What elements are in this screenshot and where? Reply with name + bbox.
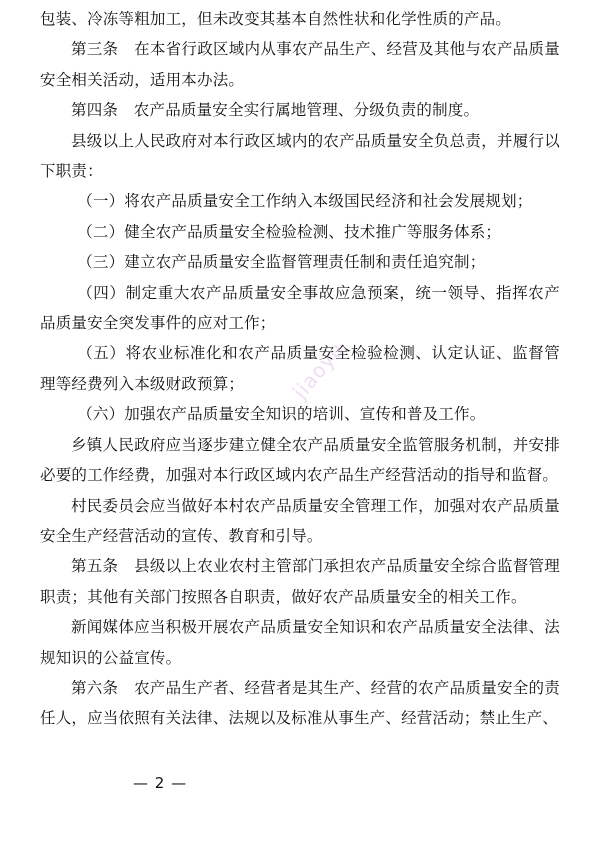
township-government-paragraph: 乡镇人民政府应当逐步建立健全农产品质量安全监管服务机制，并安排必要的工作经费，加强对本行政区域内农产品生产经营活动的指导和监督。 [40,435,560,485]
article-3: 第三条 在本省行政区域内从事农产品生产、经营及其他与农产品质量安全相关活动，适用本办法。 [40,40,560,89]
page-number: — 2 — [133,774,188,792]
article-4: 第四条 农产品质量安全实行属地管理、分级负责的制度。 [71,101,480,120]
article-5: 第五条 县级以上农业农村主管部门承担农产品质量安全综合监督管理职责；其他有关部门按照各自职责，做好农产品质量安全的相关工作。 [40,557,560,606]
village-committee-paragraph: 村民委员会应当做好本村农产品质量安全管理工作，加强对农产品质量安全生产经营活动的宣传、教育和引导。 [40,496,560,545]
duty-item-4: （四）制定重大农产品质量安全事故应急预案，统一领导、指挥农产品质量安全突发事件的应对工作； [40,283,560,333]
duty-item-6: （六）加强农产品质量安全知识的培训、宣传和普及工作。 [77,405,486,424]
document-body [40,4,560,734]
duty-item-3: （三）建立农产品质量安全监督管理责任制和责任追究制； [77,253,486,272]
duty-item-5: （五）将农业标准化和农产品质量安全检验检测、认定认证、监督管理等经费列入本级财政预算； [40,344,560,393]
article-6: 第六条 农产品生产者、经营者是其生产、经营的农产品质量安全的责任人，应当依照有关法律、法规以及标准从事生产、经营活动；禁止生产、 [40,678,560,728]
paragraph-continuation: 包装、冷冻等粗加工，但未改变其基本自然性状和化学性质的产品。 [40,10,512,28]
duty-item-1: （一）将农产品质量安全工作纳入本级国民经济和社会发展规划； [77,192,533,211]
article-4-duties-intro: 县级以上人民政府对本行政区域内的农产品质量安全负总责，并履行以下职责： [40,131,560,181]
watermark: jiaoyu [288,337,349,404]
news-media-paragraph: 新闻媒体应当积极开展农产品质量安全知识和农产品质量安全法律、法规知识的公益宣传。 [40,618,560,667]
duty-item-2: （二）健全农产品质量安全检验检测、技术推广等服务体系； [77,222,502,241]
